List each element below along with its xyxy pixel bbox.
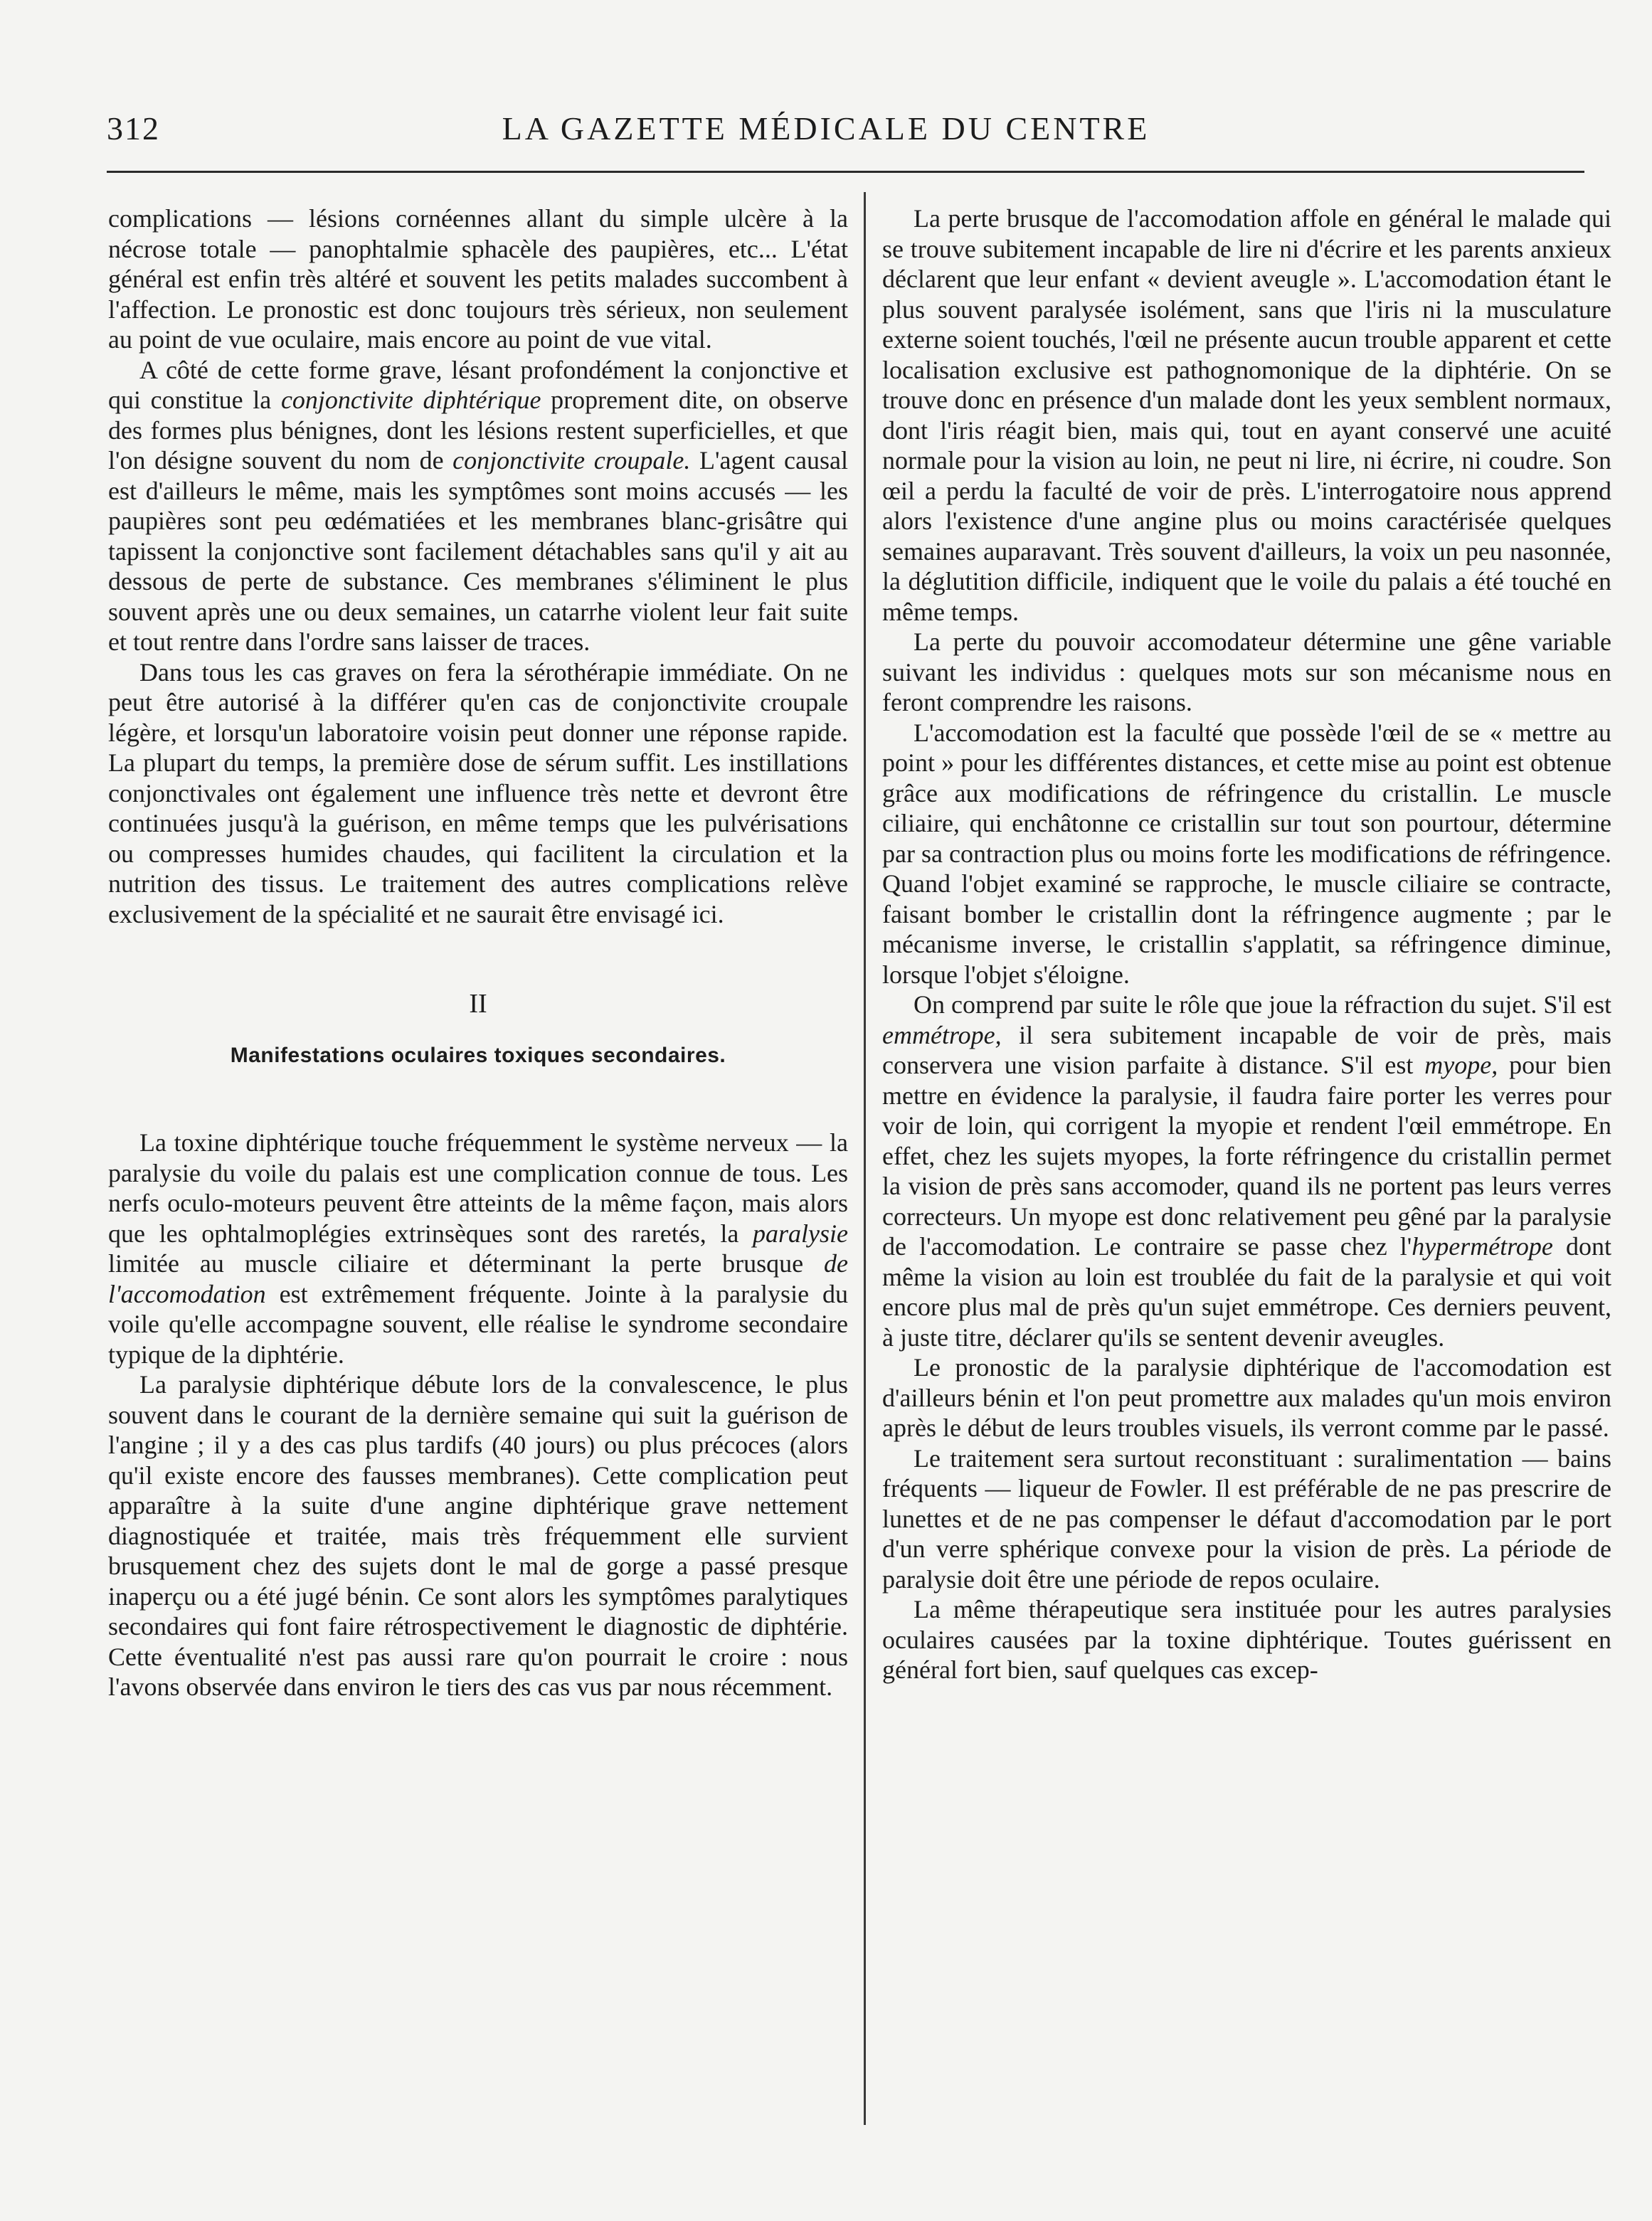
journal-title: LA GAZETTE MÉDICALE DU CENTRE [502, 110, 1150, 147]
paragraph: Le pronostic de la paralysie diphtérique de l'accomodation est d'ailleurs bénin et l'on peut promettre aux malades qu'un mois environ après le début de leurs troubles visuels, ils verront comme par le passé. [882, 1353, 1611, 1442]
running-head [107, 107, 1545, 149]
paragraph: A côté de cette forme grave, lésant profondément la conjonctive et qui constitue la conjonctivite diphtérique proprement dite, on observe des formes plus bénignes, dont les lésions restent superficielles, et que l'on désigne souvent du nom de conjonctivite croupale. L'agent causal est d'ailleurs le même, mais les symptômes sont moins accusés — les paupières sont peu œdématiées et les membranes blanc-grisâtre qui tapissent la conjonctive sont facilement détachables sans qu'il y ait au dessous de perte de substance. Ces membranes s'éliminent le plus souvent après une ou deux semaines, un catarrhe violent leur fait suite et tout rentre dans l'ordre sans laisser de traces. [108, 355, 848, 656]
paragraph: La même thérapeutique sera instituée pour les autres paralysies oculaires causées par la toxine diphtérique. Toutes guérissent en général fort bien, sauf quelques cas excep- [882, 1595, 1611, 1684]
paragraph: La perte du pouvoir accomodateur détermine une gêne variable suivant les individus : quelques mots sur son mécanisme nous en feront comprendre les raisons. [882, 627, 1611, 716]
paragraph: La perte brusque de l'accomodation affole en général le malade qui se trouve subitement incapable de lire ni d'écrire et les parents anxieux déclarent que leur enfant « devient aveugle ». L'accomodation étant le plus souvent paralysée isolément, sans que l'iris ni la musculature externe soient touchés, l'œil ne présente aucun trouble apparent et cette localisation exclusive est pathognomonique de la diphtérie. On se trouve donc en présence d'un malade dont les yeux semblent normaux, dont l'iris réagit bien, mais qui, tout en ayant conservé une acuité normale pour la vision au loin, ne peut ni lire, ni écrire, ni coudre. Son œil a perdu la faculté de voir de près. L'interrogatoire nous apprend alors l'existence d'une angine plus ou moins caractérisée quelques semaines auparavant. Très souvent d'ailleurs, la voix un peu nasonnée, la déglutition difficile, indiquent que le voile du palais a été touché en même temps. [882, 204, 1611, 626]
paragraph: L'accomodation est la faculté que possède l'œil de se « mettre au point » pour les différentes distances, et cette mise au point est obtenue grâce aux modifications de réfringence du cristallin. Le muscle ciliaire, qui enchâtonne ce cristallin sur tout son pourtour, détermine par sa contraction plus ou moins forte les modifications de réfringence. Quand l'objet examiné se rapproche, le muscle ciliaire se contracte, faisant bomber le cristallin dont la réfringence augmente ; par le mécanisme inverse, le cristallin s'applatit, sa réfringence diminue, lorsque l'objet s'éloigne. [882, 718, 1611, 989]
paragraph: On comprend par suite le rôle que joue la réfraction du sujet. S'il est emmétrope, il sera subitement incapable de voir de près, mais conservera une vision parfaite à distance. S'il est myope, pour bien mettre en évidence la paralysie, il faudra faire porter les verres pour voir de loin, qui corrigent la myopie et rendent l'œil emmétrope. En effet, chez les sujets myopes, la forte réfringence du cristallin permet la vision de près sans accomoder, quand ils ne portent pas leurs verres correcteurs. Un myope est donc relativement peu gêné par la paralysie de l'accomodation. Le contraire se passe chez l'hypermétrope dont même la vision au loin est troublée du fait de la paralysie et qui voit encore plus mal de près qu'un sujet emmétrope. Ces derniers peuvent, à juste titre, déclarer qu'ils se sentent devenir aveugles. [882, 990, 1611, 1352]
left-column [108, 203, 848, 1702]
paragraph: La toxine diphtérique touche fréquemment le système nerveux — la paralysie du voile du palais est une complication connue de tous. Les nerfs oculo-moteurs peuvent être atteints de la même façon, mais alors que les ophtalmoplégies extrinsèques sont des raretés, la paralysie limitée au muscle ciliaire et déterminant la perte brusque de l'accomodation est extrêmement fréquente. Jointe à la paralysie du voile qu'elle accompagne souvent, elle réalise le syndrome secondaire typique de la diphtérie. [108, 1128, 848, 1369]
header-rule [107, 171, 1584, 173]
paragraph: Le traitement sera surtout reconstituant : suralimentation — bains fréquents — liqueur de Fowler. Il est préférable de ne pas prescrire de lunettes et de ne pas compenser le défaut d'accomodation par le port d'un verre sphérique convexe pour la vision de près. La période de paralysie doit être une période de repos oculaire. [882, 1443, 1611, 1594]
section-numeral: II [469, 989, 487, 1019]
paragraph: La paralysie diphtérique débute lors de la convalescence, le plus souvent dans le courant de la dernière semaine qui suit la guérison de l'angine ; il y a des cas plus tardifs (40 jours) ou plus précoces (alors qu'il existe encore des fausses membranes). Cette complication peut apparaître à la suite d'une angine diphtérique grave nettement diagnostiquée et traitée, mais très fréquemment elle survient brusquement chez des sujets dont le mal de gorge a passé presque inaperçu ou a été jugé bénin. Ce sont alors les symptômes paralytiques secondaires qui font faire rétrospectivement le diagnostic de diphtérie. Cette éventualité n'est pas aussi rare qu'on pourrait le croire : nous l'avons observée dans environ le tiers des cas vus par nous récemment. [108, 1370, 848, 1701]
page-number: 312 [107, 110, 160, 147]
section-heading: Manifestations oculaires toxiques secondaires. [230, 1043, 726, 1067]
right-column [882, 203, 1611, 1685]
column-divider [864, 192, 866, 2125]
paragraph: complications — lésions cornéennes allant du simple ulcère à la nécrose totale — panophtalmie sphacèle des paupières, etc... L'état général est enfin très altéré et souvent les petits malades succombent à l'affection. Le pronostic est donc toujours très sérieux, non seulement au point de vue oculaire, mais encore au point de vue vital. [108, 204, 848, 354]
paragraph: Dans tous les cas graves on fera la sérothérapie immédiate. On ne peut être autorisé à la différer qu'en cas de conjonctivite croupale légère, et lorsqu'un laboratoire voisin peut donner une réponse rapide. La plupart du temps, la première dose de sérum suffit. Les instillations conjonctivales ont également une influence très nette et devront être continuées jusqu'à la guérison, en même temps que les pulvérisations ou compresses humides chaudes, qui facilitent la circulation et la nutrition des tissus. Le traitement des autres complications relève exclusivement de la spécialité et ne saurait être envisagé ici. [108, 657, 848, 928]
